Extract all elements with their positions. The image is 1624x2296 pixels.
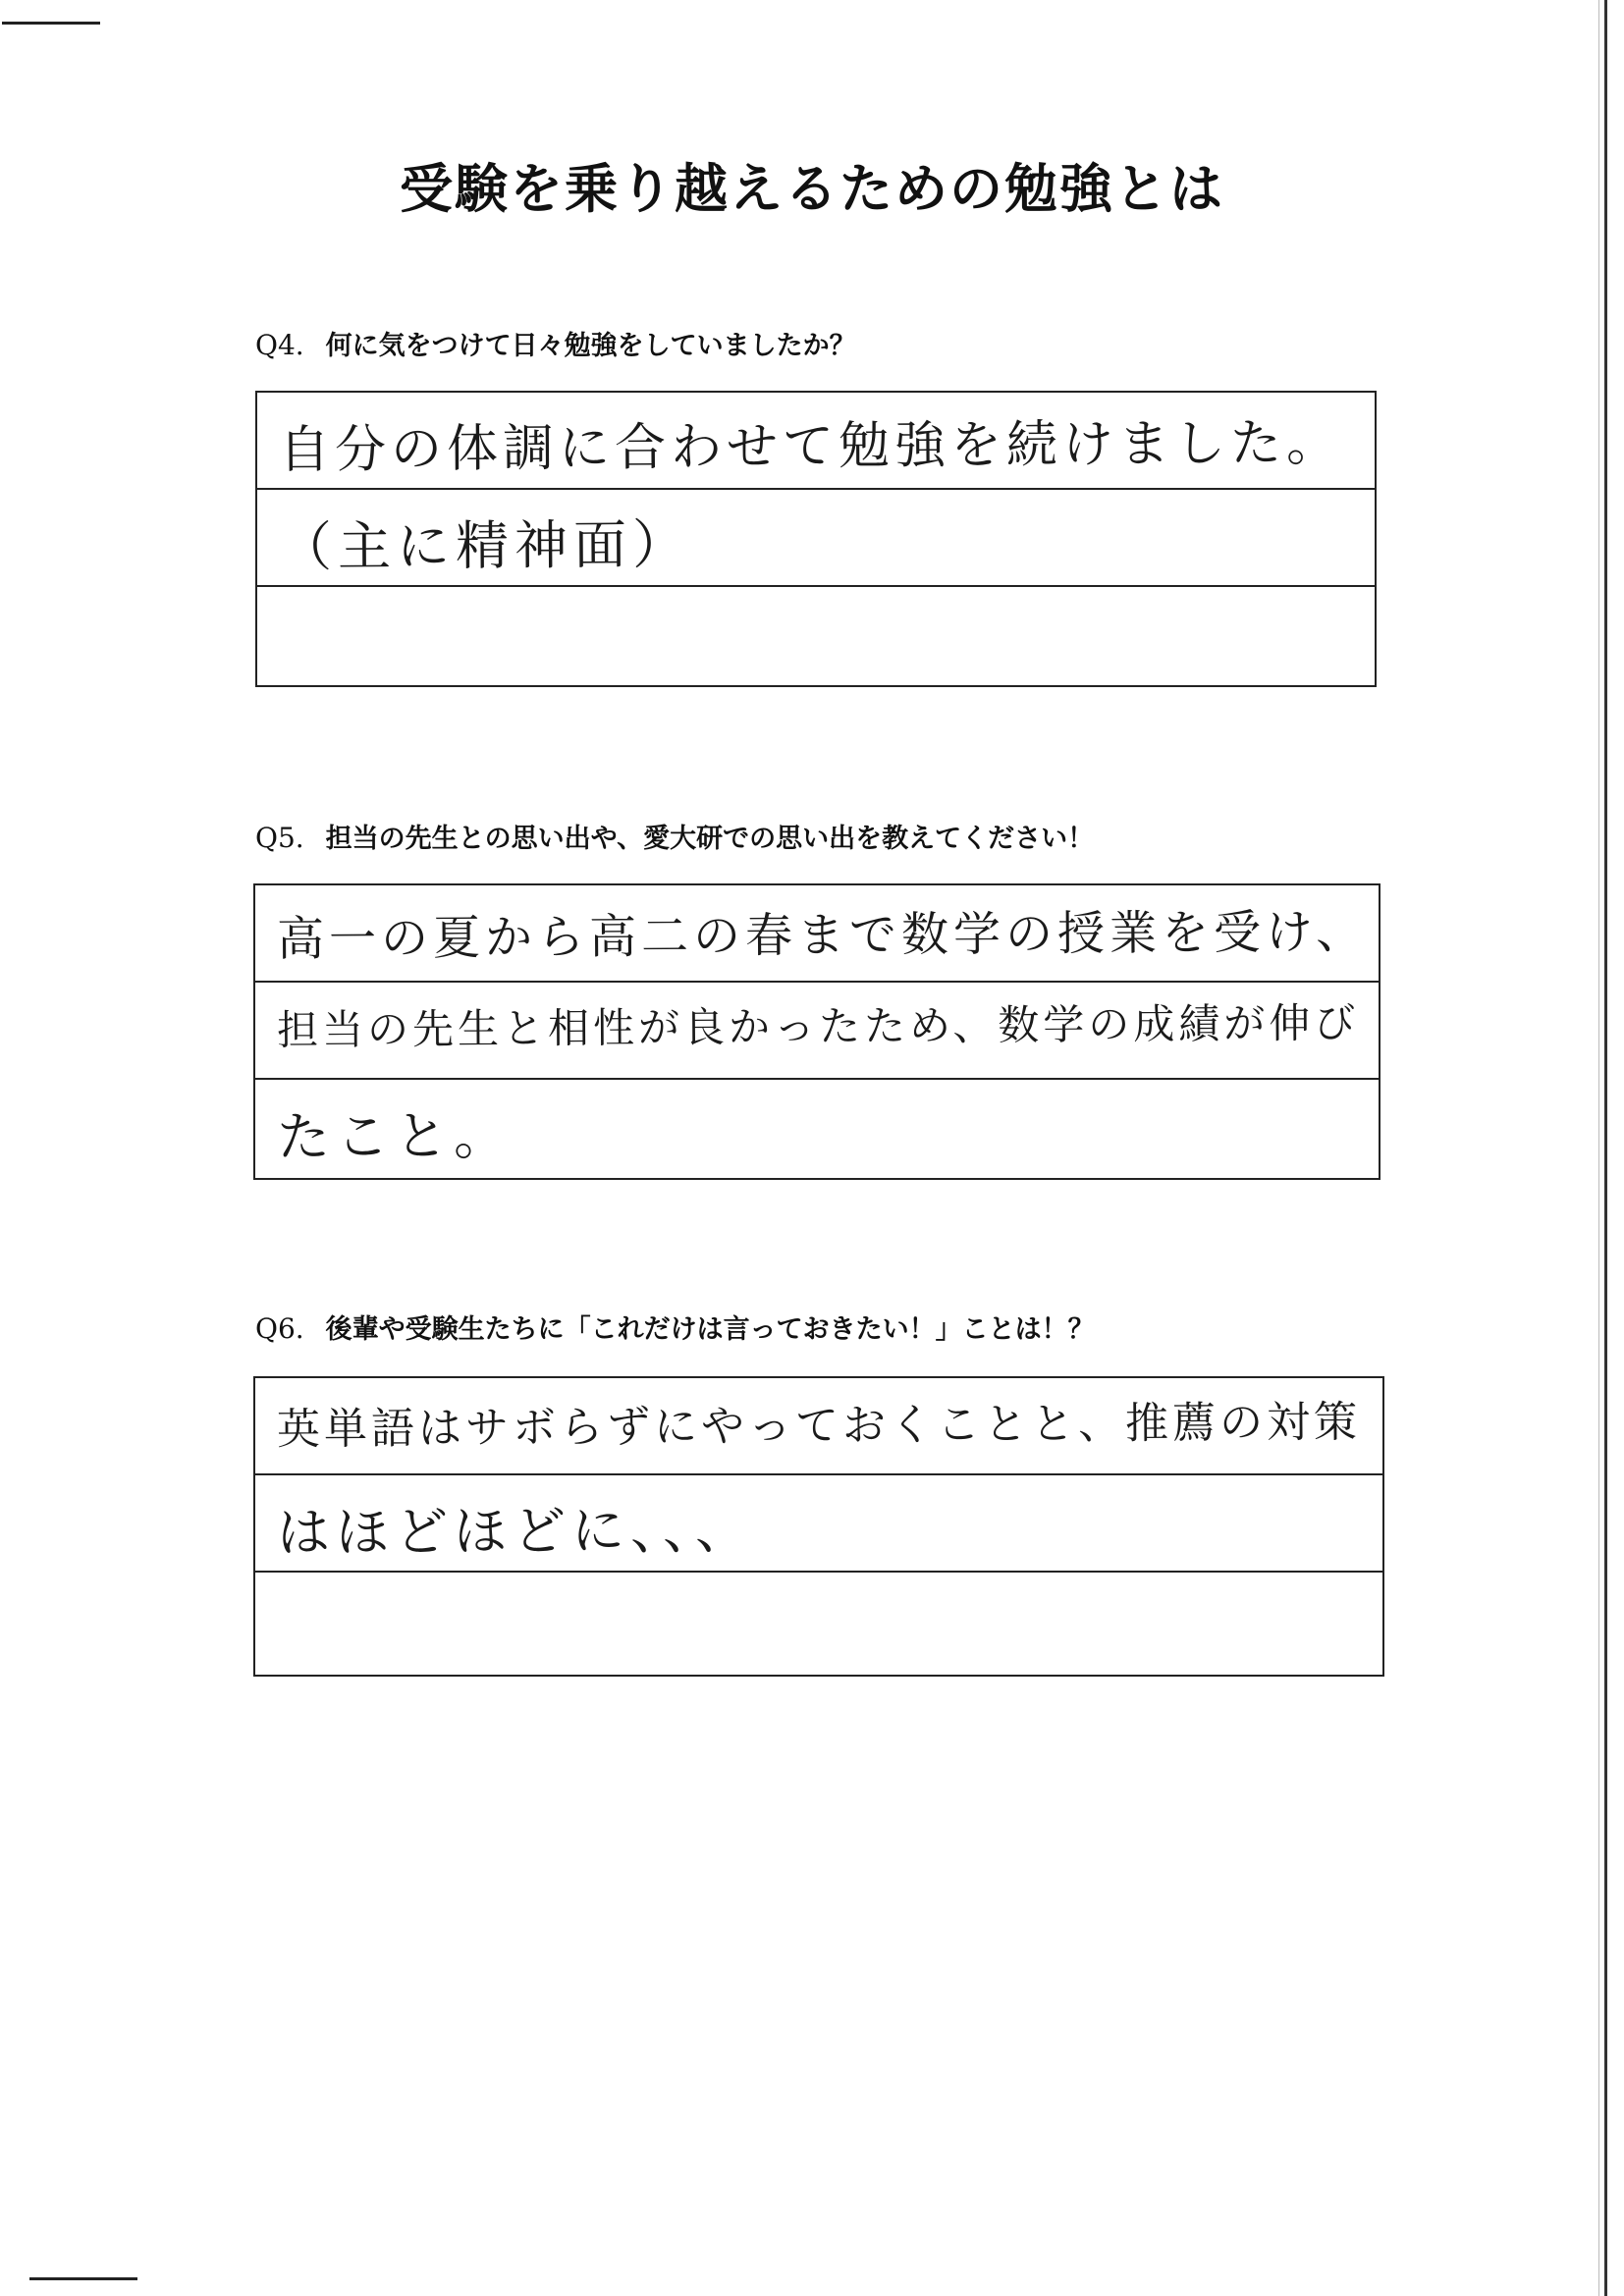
answer-box-q6 xyxy=(253,1376,1384,1677)
question-number: Q6. xyxy=(255,1312,304,1345)
handwritten-answer: 自分の体調に合わせて勉強を続けました。 xyxy=(278,413,1343,480)
handwritten-answer: はほどほどに、、、 xyxy=(276,1498,755,1564)
scan-edge-faint xyxy=(1598,0,1599,2296)
question-number: Q5. xyxy=(255,822,304,854)
scan-mark-top xyxy=(2,22,100,25)
answer-line xyxy=(257,587,1375,684)
answer-line xyxy=(255,1378,1382,1475)
answer-line xyxy=(255,983,1379,1080)
answer-line xyxy=(255,885,1379,983)
question-q5 xyxy=(255,817,1094,855)
scan-mark-bottom xyxy=(29,2277,137,2280)
handwritten-answer: 担当の先生と相性が良かったため、数学の成績が伸び xyxy=(276,998,1360,1054)
page-title: 受験を乗り越えるための勉強とは xyxy=(400,158,1224,220)
question-text: 担当の先生との思い出や、愛大研での思い出を教えてください！ xyxy=(325,824,1095,854)
answer-box-q4 xyxy=(255,391,1377,687)
question-q4 xyxy=(255,324,856,362)
answer-line xyxy=(255,1080,1379,1177)
question-text: 後輩や受験生たちに「これだけは言っておきたい！」ことは！？ xyxy=(325,1314,1095,1345)
question-q6 xyxy=(255,1308,1095,1346)
answer-line xyxy=(255,1475,1382,1573)
question-number: Q4. xyxy=(255,329,304,361)
answer-line xyxy=(257,490,1375,587)
scan-edge-right xyxy=(1604,0,1607,2296)
handwritten-answer: （主に精神面） xyxy=(278,513,692,578)
answer-box-q5 xyxy=(253,883,1380,1180)
question-text: 何に気をつけて日々勉強をしていましたか？ xyxy=(325,331,856,361)
handwritten-answer: 高一の夏から高二の春まで数学の授業を受け、 xyxy=(276,904,1369,967)
answer-line xyxy=(255,1573,1382,1670)
handwritten-answer: たこと。 xyxy=(276,1104,514,1168)
answer-line xyxy=(257,393,1375,490)
handwritten-answer: 英単語はサボらずにやっておくことと、推薦の対策 xyxy=(276,1397,1362,1455)
